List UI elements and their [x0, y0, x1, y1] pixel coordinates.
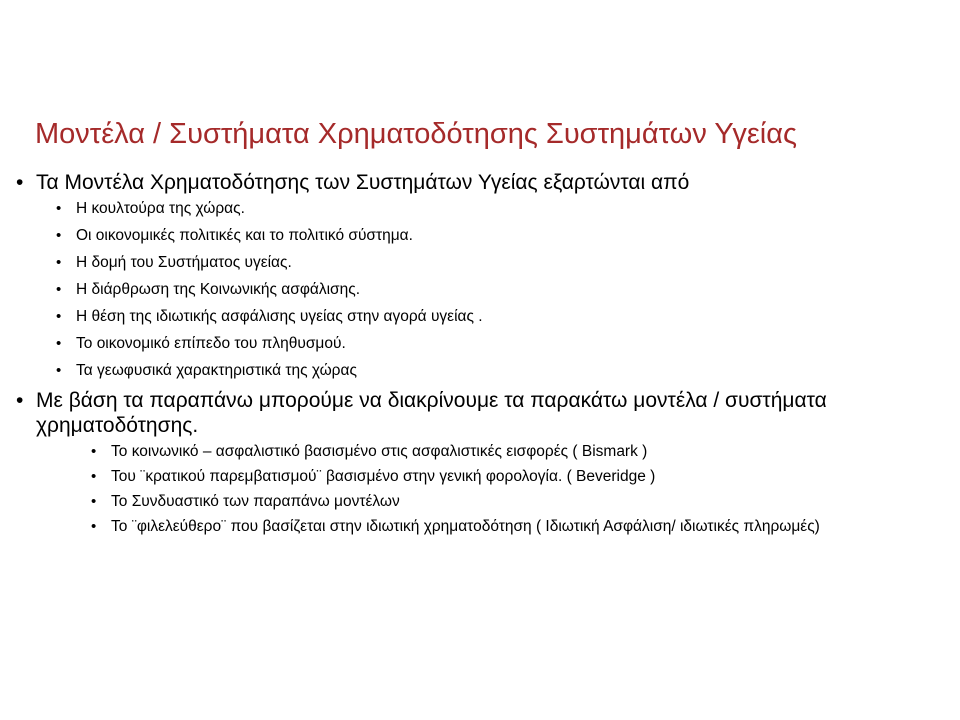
list-item-text: Η δομή του Συστήματος υγείας.	[76, 254, 292, 271]
bullet-dot: •	[56, 227, 62, 244]
list-item-text: Το Συνδυαστικό των παραπάνω μοντέλων	[111, 493, 400, 510]
list-item	[56, 334, 926, 353]
bullet-dot: •	[56, 254, 62, 271]
bullet-section-1	[16, 170, 926, 195]
bullet-dot: •	[56, 308, 62, 325]
list-item-text: Το οικονομικό επίπεδο του πληθυσμού.	[76, 335, 346, 352]
list-item	[91, 467, 926, 486]
bullet-dot: •	[91, 468, 97, 485]
list-item	[56, 361, 926, 380]
slide-content	[16, 170, 926, 542]
bullet-dot: •	[56, 200, 62, 217]
bullet-dot: •	[91, 443, 97, 460]
section-1-list	[56, 199, 926, 380]
list-item	[56, 199, 926, 218]
section-2-heading: Με βάση τα παραπάνω μπορούμε να διακρίνουμε τα παρακάτω μοντέλα / συστήματα χρηματοδότησης.	[36, 389, 827, 437]
list-item-text: Του ¨κρατικού παρεμβατισμού¨ βασισμένο στην γενική φορολογία. ( Beveridge )	[111, 468, 656, 485]
list-item	[56, 280, 926, 299]
list-item-text: Η κουλτούρα της χώρας.	[76, 200, 245, 217]
bullet-dot: •	[16, 171, 24, 194]
bullet-section-2	[16, 388, 926, 438]
list-item-text: Η διάρθρωση της Κοινωνικής ασφάλισης.	[76, 281, 361, 298]
section-2-list	[91, 442, 926, 536]
list-item	[91, 492, 926, 511]
list-item	[91, 517, 926, 536]
list-item	[56, 307, 926, 326]
bullet-dot: •	[56, 281, 62, 298]
bullet-dot: •	[91, 518, 97, 535]
slide-title: Μοντέλα / Συστήματα Χρηματοδότησης Συστημάτων Υγείας	[35, 118, 797, 150]
list-item-text: Το ¨φιλελεύθερο¨ που βασίζεται στην ιδιωτική χρηματοδότηση ( Ιδιωτική Ασφάλιση/ ιδιωτικές πληρωμές)	[111, 518, 820, 535]
section-1-heading: Τα Μοντέλα Χρηματοδότησης των Συστημάτων Υγείας εξαρτώνται από	[36, 171, 690, 194]
list-item-text: Τα γεωφυσικά χαρακτηριστικά της χώρας	[76, 362, 357, 379]
bullet-dot: •	[91, 493, 97, 510]
bullet-dot: •	[56, 362, 62, 379]
list-item	[56, 226, 926, 245]
bullet-dot: •	[16, 389, 24, 412]
list-item	[56, 253, 926, 272]
list-item-text: Το κοινωνικό – ασφαλιστικό βασισμένο στις ασφαλιστικές εισφορές ( Bismark )	[111, 443, 648, 460]
list-item-text: Οι οικονομικές πολιτικές και το πολιτικό σύστημα.	[76, 227, 413, 244]
bullet-dot: •	[56, 335, 62, 352]
list-item	[91, 442, 926, 461]
list-item-text: Η θέση της ιδιωτικής ασφάλισης υγείας στην αγορά υγείας .	[76, 308, 483, 325]
